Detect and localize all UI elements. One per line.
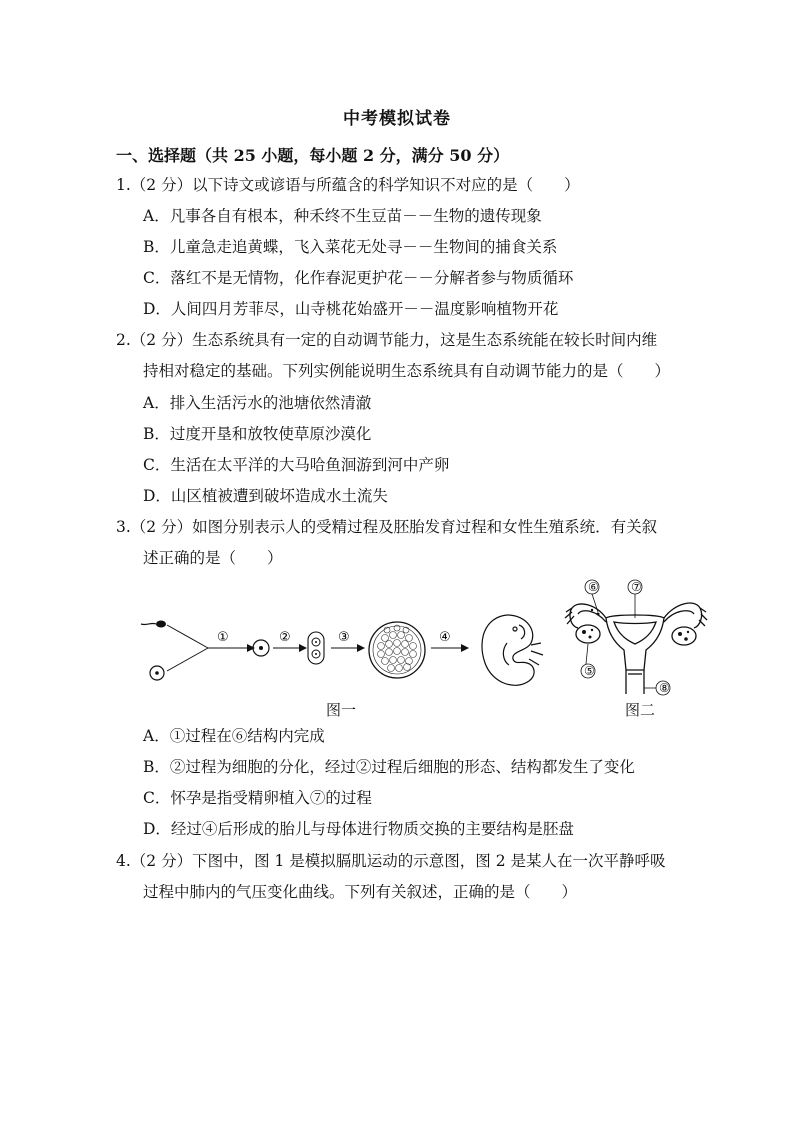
question-4-stem-line2: 过程中肺内的气压变化曲线。下列有关叙述，正确的是（ ） xyxy=(143,883,578,901)
step-4-label: ④ xyxy=(439,630,451,645)
sperm-icon xyxy=(141,621,166,628)
egg-icon xyxy=(150,666,164,680)
step-3-label: ③ xyxy=(338,630,350,645)
part-7-label: ⑦ xyxy=(631,580,642,594)
page-title: 中考模拟试卷 xyxy=(343,109,451,129)
two-cell-icon xyxy=(308,632,324,664)
figure-fertilization-development xyxy=(135,595,555,700)
arrow-step-4 xyxy=(431,630,469,652)
q2-option-d: D．山区植被遭到破坏造成水土流失 xyxy=(143,487,388,505)
q1-option-c: C．落红不是无情物，化作春泥更护花－－分解者参与物质循环 xyxy=(143,269,574,287)
section-heading: 一、选择题（共 25 小题，每小题 2 分，满分 50 分） xyxy=(116,146,510,165)
question-1-stem: 1.（2 分）以下诗文或谚语与所蕴含的科学知识不对应的是（ ） xyxy=(116,176,580,194)
part-5-label: ⑤ xyxy=(584,664,595,678)
arrow-step-3 xyxy=(331,630,365,652)
q1-option-b: B．儿童急走追黄蝶，飞入菜花无处寻－－生物间的捕食关系 xyxy=(143,238,558,256)
zygote-icon xyxy=(253,640,269,656)
question-2-stem-line1: 2.（2 分）生态系统具有一定的自动调节能力，这是生态系统能在较长时间内维 xyxy=(116,331,658,349)
arrow-step-1 xyxy=(208,630,255,652)
figure-female-reproductive-system xyxy=(562,578,710,700)
question-2-stem-line2: 持相对稳定的基础。下列实例能说明生态系统具有自动调节能力的是（ ） xyxy=(143,362,671,380)
q3-option-b: B．②过程为细胞的分化，经过②过程后细胞的形态、结构都发生了变化 xyxy=(143,758,635,776)
embryo-icon xyxy=(482,615,543,685)
q1-option-a: A．凡事各自有根本，种禾终不生豆苗－－生物的遗传现象 xyxy=(143,207,542,225)
question-4-stem-line1: 4.（2 分）下图中，图 1 是模拟膈肌运动的示意图，图 2 是某人在一次平静呼吸 xyxy=(116,852,666,870)
q3-option-d: D．经过④后形成的胎儿与母体进行物质交换的主要结构是胚盘 xyxy=(143,820,574,838)
q3-option-a: A．①过程在⑥结构内完成 xyxy=(143,727,325,745)
part-6-label: ⑥ xyxy=(588,580,599,594)
q2-option-b: B．过度开垦和放牧使草原沙漠化 xyxy=(143,425,372,443)
morula-icon xyxy=(369,622,425,678)
q3-option-c: C．怀孕是指受精卵植入⑦的过程 xyxy=(143,789,372,807)
q2-option-c: C．生活在太平洋的大马哈鱼洄游到河中产卵 xyxy=(143,456,450,474)
q2-option-a: A．排入生活污水的池塘依然清澈 xyxy=(143,394,372,412)
figure-2-label: 图二 xyxy=(625,701,656,719)
step-1-label: ① xyxy=(217,630,229,645)
figure-1-label: 图一 xyxy=(326,701,357,719)
question-3-stem-line1: 3.（2 分）如图分别表示人的受精过程及胚胎发育过程和女性生殖系统．有关叙 xyxy=(116,518,658,536)
q1-option-d: D．人间四月芳菲尽，山寺桃花始盛开－－温度影响植物开花 xyxy=(143,300,559,318)
question-3-stem-line2: 述正确的是（ ） xyxy=(143,549,283,567)
step-2-label: ② xyxy=(279,630,291,645)
part-8-label: ⑧ xyxy=(659,681,670,695)
arrow-step-2 xyxy=(273,630,307,652)
